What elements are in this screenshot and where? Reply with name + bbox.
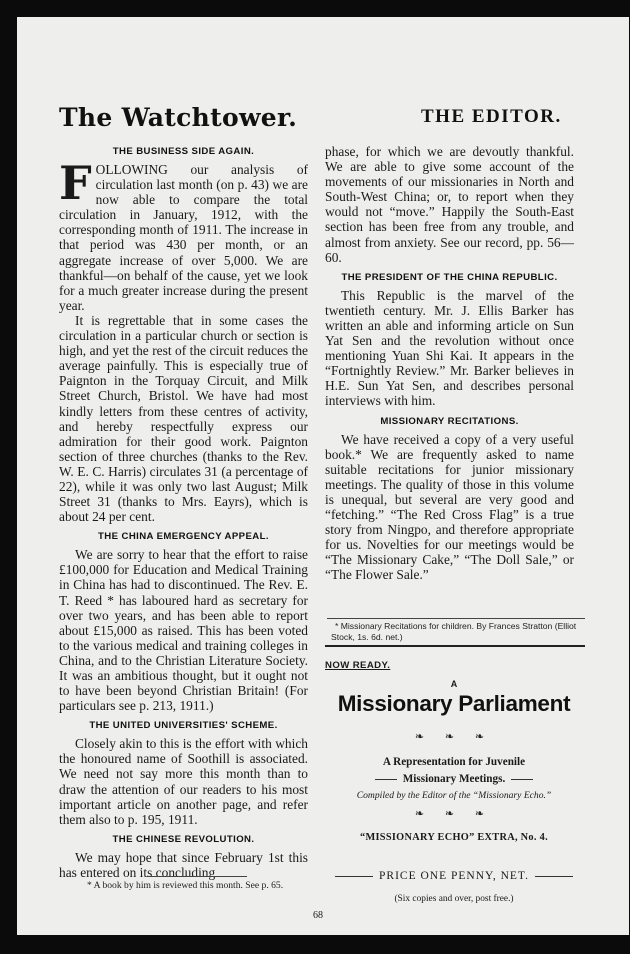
advert-compiled-by: Compiled by the Editor of the “Missionary Echo.” [356,790,552,801]
advert-article: A [450,679,458,689]
advert-title: Missionary Parliament [337,691,571,716]
footnote: * Missionary Recitations for children. By Frances Stratton (Elliot Stock, 1s. 6d. net.) [331,621,577,642]
article-paragraph: Closely akin to this is the effort with which the honoured name of Soothill is associated. We need not say more this month than to draw the attention of our readers to his most important article on another page, and refer them also to p. 195, 1911. [59,736,308,827]
advert-copies-note: (Six copies and over, post free.) [394,894,514,904]
footnote-divider [327,618,585,619]
footnote-divider [147,876,247,877]
section-heading: THE UNITED UNIVERSITIES' SCHEME. [89,720,278,732]
section-heading: THE BUSINESS SIDE AGAIN. [112,146,255,157]
ornament-icon: ❧ ❧ ❧ [414,808,494,820]
article-paragraph: We are sorry to hear that the effort to raise £100,000 for Education and Medical Training in China has had to discontinued. The Rev. E. T. Reed * has laboured hard as secretary for over two years, and has been able to report about £15,000 as raised. This has been voted to the various medical and training colleges in China, and to the Christian Literature Society. It was an ambitious thought, but it ought not to have been beyond Christian Britain! (For particulars see p. 213, 1911.) [59,547,308,714]
right-column [325,144,574,582]
magazine-page [17,17,629,935]
advert-subtitle: A Representation for Juvenile [382,756,526,768]
article-paragraph: We have received a copy of a very useful book.* We are frequently asked to name suitable recitations for junior missionary meetings. The quality of those in this volume is unequal, but several are very good and “fetching.” “The Red Cross Flag” is a true story from Ningpo, and therefore appropriate for us. Novelties for our meetings would be “The Missionary Cake,” “The Doll Sale,” or “The Flower Sale.” [325,431,574,583]
masthead-title: The Watchtower. [59,103,298,132]
advert-subtitle: Missionary Meetings. [325,771,583,788]
footnote: * A book by him is reviewed this month. See p. 65. [87,880,284,891]
section-heading: THE CHINESE REVOLUTION. [112,833,255,845]
advert-divider [325,645,585,647]
left-column [59,139,308,880]
article-paragraph: We may hope that since February 1st this has entered on its concluding [59,849,308,880]
section-heading: THE CHINA EMERGENCY APPEAL. [98,531,269,543]
article-paragraph: It is regrettable that in some cases the circulation in a particular church or section is high, and yet the rest of the circuit reduces the average painfully. This is especially true of Paignton in the Torquay Circuit, and Milk Street Church, Bristol. We have had most kindly letters from these centres of activity, and hereby respectfully express our admiration for their good work. Paignton section of three churches (thanks to the Rev. W. E. C. Harris) circulates 31 (a percentage of 22), while it was only two last August; Milk Street 31 (thanks to Mrs. Eayrs), which is about 24 per cent. [59,312,308,525]
now-ready-label: NOW READY. [325,660,391,671]
article-paragraph: phase, for which we are devoutly thankful. We are able to give some account of the movements of our missionaries in North and South-West China; or, to report when they would not “move.” Happily the South-East section has been free from any trouble, and almost from anxiety. See our record, pp. 56—60. [325,144,574,265]
section-author: THE EDITOR. [421,106,562,127]
advert-price: PRICE ONE PENNY, NET. [325,870,583,882]
section-heading: THE PRESIDENT OF THE CHINA REPUBLIC. [341,271,558,283]
drop-cap: F [59,156,92,210]
article-paragraph: FOLLOWING our analysis of circulation last month (on p. 43) we are now able to compare the total circulation in January, 1912, with the corresponding month of 1911. The increase in that period was 430 per month, or an aggregate increase of over 5,000. We are thankful—on behalf of the cause, yet we look for a much greater increase during the present year. [59,156,308,313]
ornament-icon: ❧ ❧ ❧ [414,731,494,743]
page-number: 68 [313,910,323,921]
section-heading: MISSIONARY RECITATIONS. [380,415,519,427]
advert-extra-number: “MISSIONARY ECHO” EXTRA, No. 4. [360,832,548,843]
article-paragraph: This Republic is the marvel of the twentieth century. Mr. J. Ellis Barker has written an able and informing article on Sun Yat Sen and the revolution without once mentioning Yuan Shi Kai. It appears in the “Fortnightly Review.” Mr. Barker believes in H.E. Sun Yat Sen, and describes personal interviews with him. [325,287,574,409]
